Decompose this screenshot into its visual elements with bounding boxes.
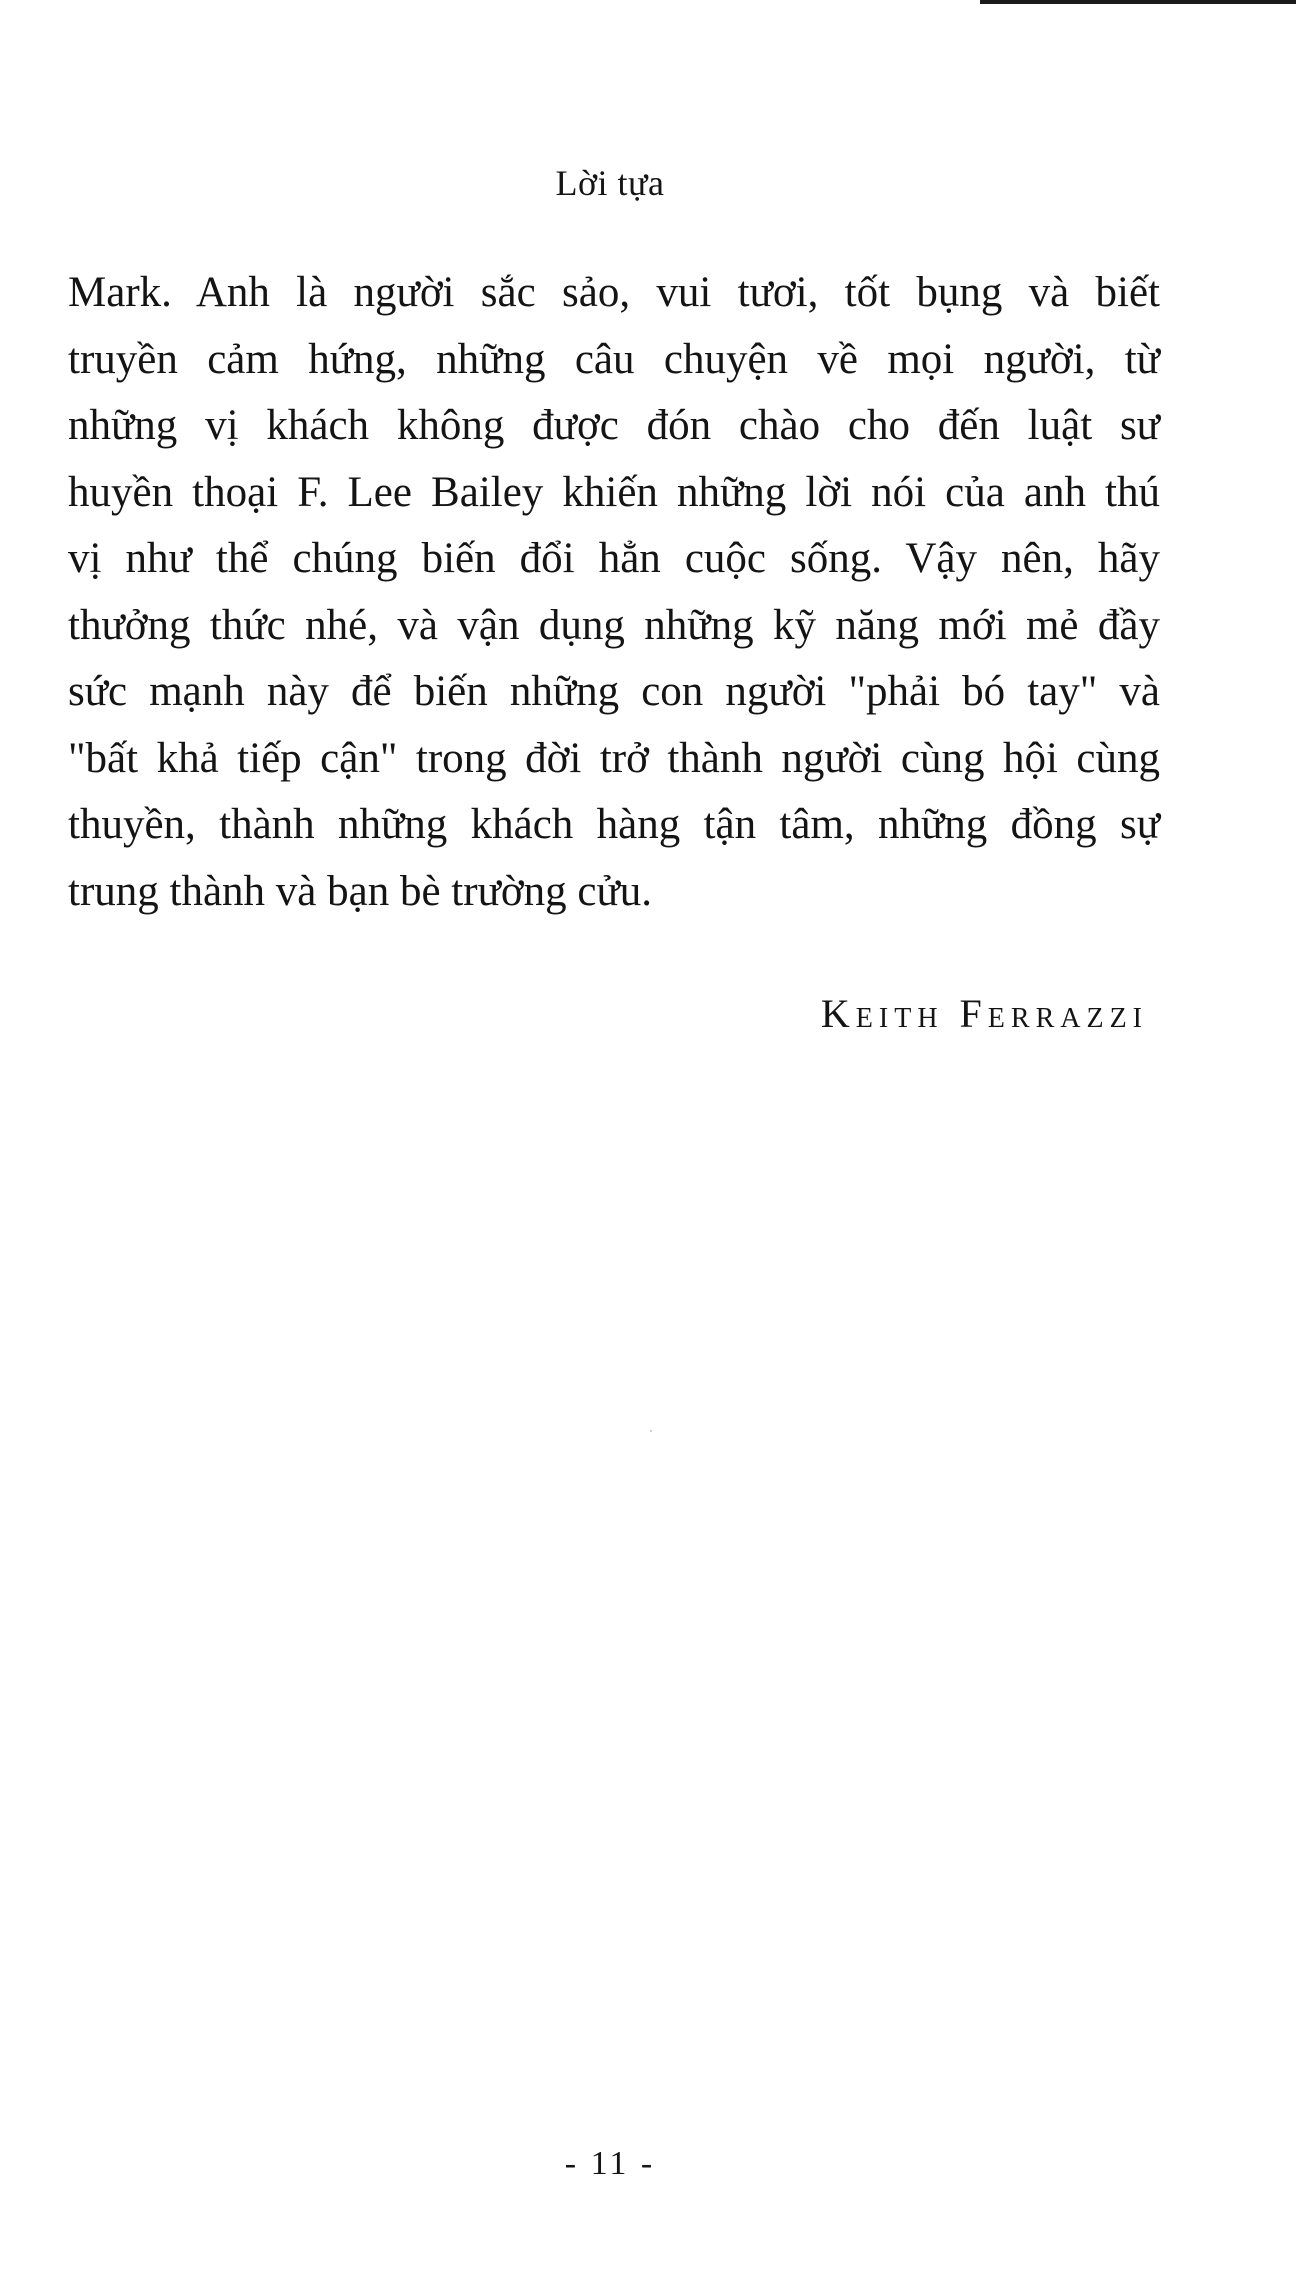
paragraph-line: truyền cảm hứng, những câu chuyện về mọi người, từ xyxy=(68,335,1160,383)
page-number: - 11 - xyxy=(564,2145,656,2182)
paragraph-line: "bất khả tiếp cận" trong đời trở thành người cùng hội cùng xyxy=(68,734,1160,782)
paragraph-line: thưởng thức nhé, và vận dụng những kỹ năng mới mẻ đầy xyxy=(68,601,1160,649)
paragraph-line: thuyền, thành những khách hàng tận tâm, những đồng sự xyxy=(68,801,1160,848)
running-head: Lời tựa xyxy=(555,163,665,203)
body-paragraph xyxy=(68,260,1160,925)
paragraph-line: vị như thể chúng biến đổi hẳn cuộc sống. Vậy nên, hãy xyxy=(68,535,1160,582)
paper-speck xyxy=(650,1430,652,1432)
paragraph-line: Mark. Anh là người sắc sảo, vui tươi, tốt bụng và biết xyxy=(68,269,1160,316)
paragraph-line: những vị khách không được đón chào cho đến luật sư xyxy=(68,402,1160,449)
author-signature: Keith Ferrazzi xyxy=(820,991,1148,1036)
paragraph-line: huyền thoại F. Lee Bailey khiến những lời nói của anh thú xyxy=(68,468,1160,516)
paragraph-line: sức mạnh này để biến những con người "phải bó tay" và xyxy=(68,668,1160,715)
top-edge-rule xyxy=(980,0,1296,4)
paragraph-line-last: trung thành và bạn bè trường cửu. xyxy=(68,867,653,915)
